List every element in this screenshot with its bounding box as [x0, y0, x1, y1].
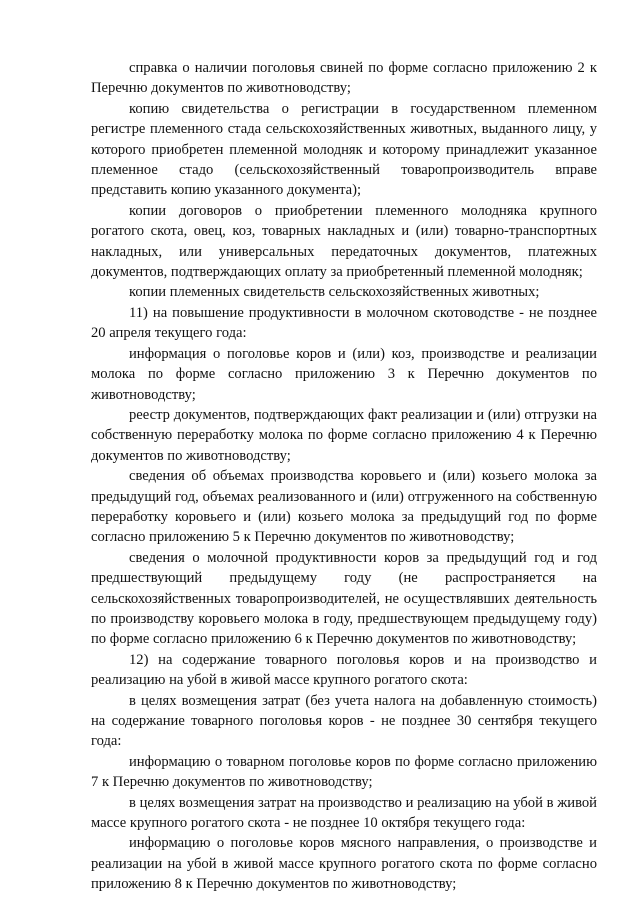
paragraph-milk-production-info: информация о поголовье коров и (или) коз, производстве и реализации молока по форме согласно приложению 3 к Перечню документов по животноводству; — [91, 345, 597, 403]
paragraph-cow-milk-productivity: сведения о молочной продуктивности коров за предыдущий год и год предшествующий предыдущему году (не распространяется на сельскохозяйственных товаропроизводителей, не осуществлявших деятельность по производству коровьего молока в году, предшествующем предыдущему году) по форме согласно приложению 6 к Перечню документов по животноводству; — [91, 549, 597, 648]
paragraph-pig-livestock-certificate: справка о наличии поголовья свиней по форме согласно приложению 2 к Перечню документов по животноводству; — [91, 60, 597, 97]
paragraph-milk-volumes-previous-year: сведения об объемах производства коровьего и (или) козьего молока за предыдущий год, объемах реализованного и (или) отгруженного на собственную переработку коровьего и (или) козьего молока за предыдущий год по форме согласно приложению 5 к Перечню документов по животноводству; — [91, 468, 597, 546]
paragraph-breeding-registry-copy: копию свидетельства о регистрации в государственном племенном регистре племенного стада сельскохозяйственных животных, выданного лицу, у которого приобретен племенной молодняк и которому принадлежит указанное племенное стадо (сельскохозяйственный товаропроизводитель вправе представить копию указанного документа); — [91, 100, 597, 199]
paragraph-commercial-cows-info: информацию о товарном поголовье коров по форме согласно приложению 7 к Перечню документов по животноводству; — [91, 753, 597, 791]
paragraph-breeding-certificates-copies: копии племенных свидетельств сельскохозяйственных животных; — [129, 284, 540, 301]
paragraph-item-12-cattle-maintenance: 12) на содержание товарного поголовья коров и на производство и реализацию на убой в живой массе крупного рогатого скота: — [91, 651, 597, 689]
paragraph-milk-sales-registry: реестр документов, подтверждающих факт реализации и (или) отгрузки на собственную переработку молока по форме согласно приложению 4 к Перечню документов по животноводству; — [91, 406, 597, 464]
paragraph-maintenance-cost-reimbursement: в целях возмещения затрат (без учета налога на добавленную стоимость) на содержание товарного поголовья коров - не позднее 30 сентября текущего года: — [91, 692, 597, 750]
paragraph-purchase-contracts-copies: копии договоров о приобретении племенного молодняка крупного рогатого скота, овец, коз, товарных накладных и (или) товарно-транспортных накладных, или универсальных передаточных документов, платежных документов, подтверждающих оплату за приобретенный племенной молодняк; — [91, 202, 597, 281]
paragraph-slaughter-cost-reimbursement: в целях возмещения затрат на производство и реализацию на убой в живой массе крупного рогатого скота - не позднее 10 октября текущего года: — [91, 794, 597, 832]
paragraph-item-11-dairy-productivity: 11) на повышение продуктивности в молочном скотоводстве - не позднее 20 апреля текущего года: — [91, 304, 597, 342]
paragraph-beef-cows-info: информацию о поголовье коров мясного направления, о производстве и реализации на убой в живой массе крупного рогатого скота по форме согласно приложению 8 к Перечню документов по животноводству; — [91, 835, 597, 893]
document-body — [91, 58, 597, 895]
